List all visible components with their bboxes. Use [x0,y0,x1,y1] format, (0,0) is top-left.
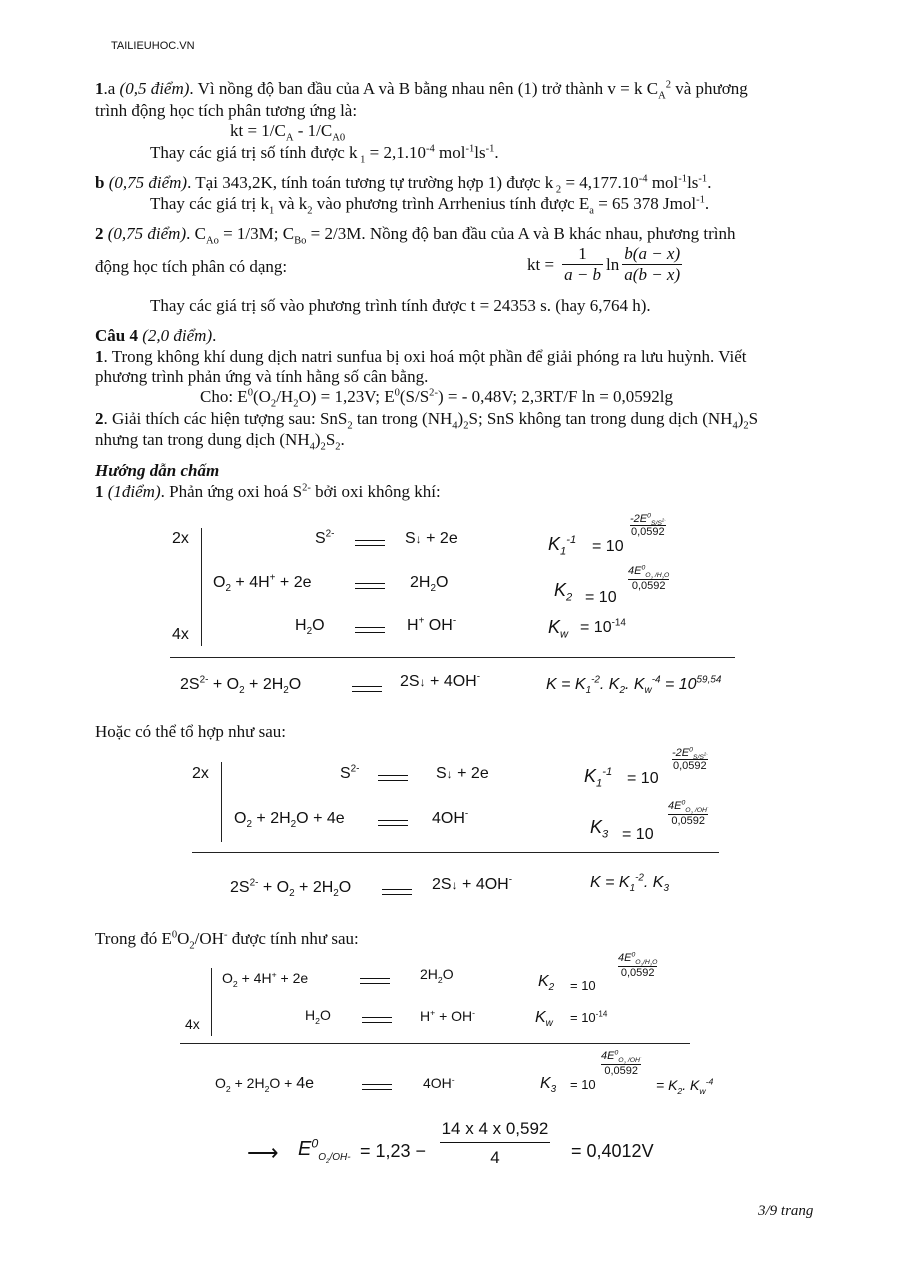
bracket-line [201,528,202,646]
q3-a-line2: trình động học tích phân tương ứng là: [95,101,358,120]
final-result: = 0,4012V [571,1141,654,1161]
equilibrium-arrow [378,814,408,832]
q4-p1-line1: 1. Trong không khí dung dịch natri sunfua bị oxi hoá một phần để giải phóng ra lưu huỳnh. Viết [95,347,747,366]
s2-r1-eq: = 10 [627,770,659,787]
calc-intro: Trong đó $E^0O_2/OH^-$ được tính như sau: [95,929,359,952]
q3-c-line2: động học tích phân có dạng: [95,257,288,276]
multiplier-2x: 2x [192,765,209,782]
guide-1: 1 (1điểm). Phản ứng oxi hoá $S^{2-}$ bởi oxi không khí: [95,482,441,501]
multiplier-2x: 2x [172,530,189,547]
bracket-line [211,968,212,1036]
s1-r3-left: $H_2O$ [295,617,325,638]
s1-r2-exponent: $\frac{4E^0_{O_2 /H_2O}}{0,0592}$ [628,564,670,592]
q4-p1-line2: phương trình phản ứng và tính hằng số cân bằng. [95,367,429,386]
q3-a-values: Thay các giá trị số tính được k $_1 = 2,1.10^{-4}$ $mol^{-1}ls^{-1}$. [150,143,499,166]
s1-r2-right: $2H_2O$ [410,574,449,595]
final-eq1: = 1,23 − [360,1141,427,1161]
equilibrium-arrow [352,680,382,698]
site-header: TAILIEUHOC.VN [111,40,195,52]
fraction-1: $\frac{1}{a - b}$ [564,244,602,284]
q4-title: Câu 4 (2,0 điểm). [95,326,217,345]
s3-total-eq: = 10 [570,1077,596,1092]
s3-r2-left: $H_2O$ [305,1007,331,1026]
alt-intro: Hoặc có thể tổ hợp như sau: [95,722,286,741]
sum-line [180,1043,690,1044]
s1-r2-k: $K_2$ [554,580,573,604]
q3-a-line1: 1.a (0,5 điểm). Vì nồng độ ban đầu của A và B bằng nhau nên (1) trở thành v = k $C_A^2$ và phương [95,79,748,102]
equilibrium-arrow [355,621,385,639]
sum-line [170,657,735,658]
s1-total-left: $2S^{2-} + O_2 + 2H_2O$ [180,674,302,697]
s2-r2-k: $K_3$ [590,817,609,841]
q3-b-line1: b (0,75 điểm). Tại 343,2K, tính toán tương tự trường hợp 1) được k $_2 = 4,177.10^{-4}$ $mol^{-1}ls^{-1}$. [95,173,712,196]
page-number: 3/9 trang [758,1203,814,1219]
s2-r2-right: 4OH- [432,808,469,827]
result-arrow: ⟶ [247,1140,279,1165]
s2-total-right: 2S↓ + 4OH- [432,874,513,893]
s1-r1-k: $K_1^{-1}$ [548,534,577,558]
s2-r1-right: S↓ + 2e [436,765,489,782]
equilibrium-arrow [362,1079,392,1095]
s1-r3-right: H+ OH- [407,615,457,634]
fraction-2: $\frac{b(a - x)}{a(b - x)}$ [624,244,681,284]
s3-r2-right: H+ + OH- [420,1007,476,1024]
bracket-line [221,762,222,842]
multiplier-4x: 4x [185,1016,200,1032]
s1-r1-eq: = 10 [592,538,624,555]
s1-r2-eq: = 10 [585,589,617,606]
guide-title: Hướng dẫn chấm [95,461,220,480]
s3-r1-right: $2H_2O$ [420,966,454,985]
s1-r3-eq: = $10^{-14}$ [580,617,626,636]
s3-total-k: $K_3$ [540,1075,557,1096]
s3-total-right: 4OH- [423,1074,455,1091]
s3-r1-exponent: $\frac{4E^0_{O_2/H_2O}}{0,0592}$ [618,951,658,979]
s2-r1-exponent: $\frac{-2E^0_{S/S^{2-}}}{0,0592}$ [672,746,708,772]
s3-r1-k: $K_2$ [538,973,555,994]
q3-c-line1: 2 (0,75 điểm). $C_{Ao} = 1/3M$; $C_{Bo} = 2/3M$. Nồng độ ban đầu của A và B khác nhau, phương trình [95,224,736,247]
s2-r2-left: $O_2 + 2H_2O + 4e$ [234,810,345,831]
s2-total-k: $K = K_1^{-2}$. $K_3$ [590,872,669,895]
s2-r2-exponent: $\frac{4E^0_{O_2 /OH^-}}{0,0592}$ [668,799,709,827]
equilibrium-arrow [378,769,408,787]
equilibrium-arrow [362,1012,392,1028]
q4-given: Cho: $E^0(O_2/H_2O) = 1,23V$; $E^0(S/S^{2-})$ = - 0,48V; 2,3RT/F ln = 0,0592lg [200,387,674,410]
s3-r2-k: $K_w$ [535,1009,553,1030]
q4-p2-line1: 2. Giải thích các hiện tượng sau: SnS$_2$ tan trong $(NH_4)_2S$; SnS không tan trong dung dịch $(NH_4)_2S$ [95,409,759,432]
s1-r1-exponent: $\frac{-2E^0_{S/S^{2-}}}{0,0592}$ [630,512,666,538]
s3-total-left: $O_2 + 2H_2O + 4e$ [215,1075,315,1094]
s3-r2-eq: = $10^{-14}$ [570,1009,608,1025]
s3-r1-eq: = 10 [570,978,596,993]
s2-total-left: $2S^{2-} + O_2 + 2H_2O$ [230,877,352,900]
s1-total-k: $K = K_1^{-2}$. $K_2$. $K_w^{-4} = 10^{59,54}$ [546,674,722,697]
final-e: $E^0_{O_2/OH-}$ [298,1136,351,1165]
s3-total-exponent: $\frac{4E^0_{O_2 /OH^-}}{0,0592}$ [601,1049,642,1077]
s1-r3-k: $K_w$ [548,617,569,641]
s1-r1-right: S↓ + 2e [405,530,458,547]
s3-r1-left: $O_2 + 4H^+ + 2e$ [222,969,309,989]
sum-line [192,852,719,853]
equilibrium-arrow [360,973,390,989]
equilibrium-arrow [355,577,385,595]
q3-c-formula: kt = $\frac{1}{a - b}$ ln $\frac{b(a - x)}{a(b - x)}$ [527,244,681,284]
s2-r1-k: $K_1^{-1}$ [584,766,613,790]
q4-p2-line2: nhưng tan trong dung dịch $(NH_4)_2S_2$. [95,430,345,453]
s2-r1-left: $S^{2-}$ [340,763,360,782]
q3-c-line3: Thay các giá trị số vào phương trình tính được t = 24353 s. (hay 6,764 h). [150,296,651,315]
equilibrium-arrow [355,534,385,552]
s2-r2-eq: = 10 [622,826,654,843]
s1-r2-left: $O_2 + 4H^+ + 2e$ [213,572,312,595]
s1-total-right: 2S↓ + 4OH- [400,671,481,690]
s1-r1-left: $S^{2-}$ [315,528,335,547]
multiplier-4x: 4x [172,626,189,643]
q3-b-line2: Thay các giá trị $k_1$ và $k_2$ vào phương trình Arrhenius tính được $E_a = 65$ 378 Jmol$^{-1}$. [150,194,710,217]
s3-total-k2: = $K_2$. $K_w^{-4}$ [656,1076,714,1096]
equilibrium-arrow [382,883,412,901]
q3-a-formula: kt = $1/C_A - 1/C_{A0}$ [230,121,346,144]
final-fraction: 14 x 4 x 0,592 4 [441,1119,549,1167]
